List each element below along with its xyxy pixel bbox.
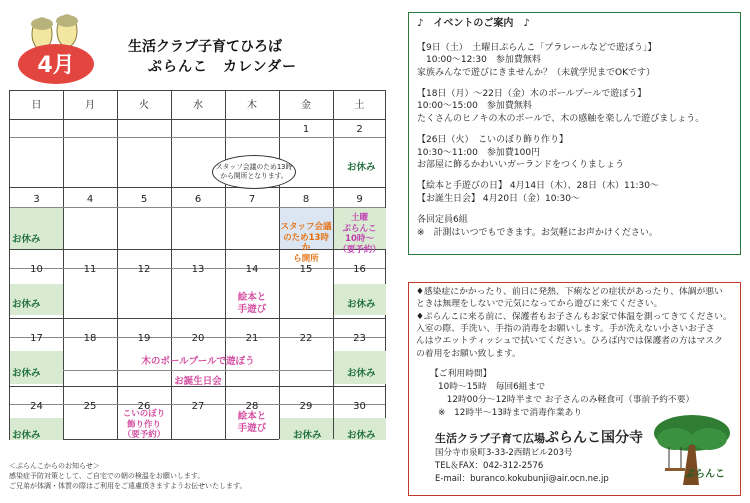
ehon-event: 絵本と 手遊び: [237, 411, 267, 434]
event-line: 【26日（火） こいのぼり飾り作り】: [417, 135, 568, 146]
tree-logo-label: ぷらんこ: [685, 469, 725, 480]
date-20: 20: [191, 333, 205, 344]
date-21: 21: [245, 333, 259, 344]
event-line: ※ 計測はいつでもできます。お気軽にお声かけください。: [417, 227, 658, 238]
page-subtitle: ぷらんこ カレンダー: [148, 59, 298, 75]
event-line: 10:00～15:00 参加費無料: [417, 101, 532, 112]
closed-label: お休み: [347, 430, 376, 441]
date-26: 26: [137, 401, 151, 412]
date-11: 11: [83, 264, 97, 275]
event-line: 各回定員6組: [417, 215, 468, 226]
closed-label: お休み: [347, 299, 376, 310]
event-box-title: ♪ イベントのご案内 ♪: [417, 18, 530, 29]
date-9: 9: [356, 194, 363, 205]
date-28: 28: [245, 401, 259, 412]
event-line: 10:30～11:00 参加費100円: [417, 147, 541, 158]
closed-label: お休み: [12, 234, 41, 245]
date-1: 1: [302, 124, 310, 135]
date-14: 14: [245, 264, 259, 275]
date-2: 2: [356, 124, 363, 135]
date-17: 17: [30, 333, 43, 344]
hours-title: 【ご利用時間】: [430, 368, 492, 379]
closed-label: お休み: [293, 430, 322, 441]
info-line: 入室の際、手洗い、手指の消毒をお願いします。手が洗えない小さいお子さ: [416, 323, 715, 334]
date-15: 15: [299, 264, 313, 275]
date-5: 5: [140, 194, 148, 205]
hours-line: 10時～15時 毎回6組まで: [438, 382, 546, 393]
date-24: 24: [30, 401, 43, 412]
closed-label: お休み: [12, 299, 41, 310]
weekday-tue: 火: [139, 100, 149, 111]
event-line: 家族みんなで遊びにきませんか？（未就学児までOKです）: [417, 67, 655, 78]
info-line: ときは無理をしないで元気になってから遊びに来てください。: [416, 299, 663, 310]
date-29: 29: [299, 401, 313, 412]
month-badge-text: 4月: [37, 53, 75, 78]
weekday-wed: 水: [193, 100, 203, 111]
info-line: ♦ぷらんこに来る前に、保護者もお子さんもお家で体温を測ってきてください。: [416, 311, 732, 322]
closed-label: お休み: [12, 430, 41, 441]
date-18: 18: [83, 333, 97, 344]
page-title: 生活クラブ子育てひろば: [128, 39, 282, 55]
birthday-event: お誕生日会: [174, 376, 222, 387]
date-10: 10: [30, 264, 43, 275]
event-line: 【9日（土） 土曜日ぷらんこ「プラレールなどで遊ぼう」】: [417, 42, 657, 53]
date-19: 19: [137, 333, 151, 344]
weekday-sun: 日: [31, 100, 42, 111]
ehon-event: 絵本と 手遊び: [237, 292, 267, 315]
staff-meeting-note: スタッフ会議 のため13時か ら開所: [280, 222, 332, 264]
notice-footnote: ＜ぷらんこからのお知らせ＞ 感染症予防対策として、ご自宅での朝の検温をお願いします。 ご兄弟が体調・体質の際はご利用をご遠慮頂きますようお伝せいたします。: [9, 462, 247, 491]
weekday-thu: 木: [247, 100, 257, 111]
date-23: 23: [353, 333, 366, 344]
date-3: 3: [33, 194, 40, 205]
date-27: 27: [191, 401, 205, 412]
date-7: 7: [248, 194, 256, 205]
hours-line: ※ 12時半～13時まで消毒作業あり: [438, 408, 583, 419]
event-line: 【お誕生日会】 4月20日（金）10:30～: [417, 193, 580, 204]
event-line: お部屋に飾るかわいいガーランドをつくりましょう: [417, 160, 625, 171]
month-badge-logo: [12, 4, 102, 88]
date-30: 30: [353, 401, 366, 412]
event-line: 10:00～12:30 参加費無料: [417, 55, 541, 66]
date-4: 4: [86, 194, 94, 205]
contact-address: 国分寺市泉町3-33-2西睛ビル203号 TEL＆FAX：042-312-2576 E-mail：buranco.kokubunji@air.ocn.ne.jp: [435, 448, 609, 484]
date-8: 8: [302, 194, 310, 205]
info-line: んはウエットティッシュで拭いてください。ひろば内では保護者の方はマスク: [416, 336, 723, 347]
weekday-mon: 月: [85, 100, 95, 111]
weekday-fri: 金: [301, 100, 311, 111]
event-info-box: [408, 12, 741, 255]
date-13: 13: [191, 264, 205, 275]
koinobori-event: こいのぼり 飾り作り （要予約）: [122, 409, 166, 441]
closed-label: お休み: [347, 368, 376, 379]
date-25: 25: [83, 401, 97, 412]
event-line: 【18日（月）～22日（金）木のボールプールで遊ぼう】: [417, 89, 647, 100]
hours-line: 12時00分～12時半まで お子さんのみ軽食可（事前予約不要）: [438, 395, 695, 406]
info-line: の着用をお願い致します。: [416, 348, 521, 359]
tree-logo: [649, 411, 735, 491]
event-line: 【絵本と手遊びの日】 4月14日（木）、28日（木）11:30～: [417, 181, 659, 192]
pool-event: 木のボールプールで遊ぼう: [141, 356, 255, 367]
facility-info-box: [408, 282, 741, 496]
weekday-sat: 土: [354, 100, 365, 111]
info-line: ♦感染症にかかったり、前日に発熱、下痢などの症状があったり、体調が悪い: [416, 287, 723, 297]
calendar-grid: [9, 90, 386, 440]
closed-label: お休み: [12, 368, 41, 379]
event-line: たくさんのヒノキの木のボールで、木の感触を楽しんで遊びましょう。: [417, 113, 705, 124]
closed-label: お休み: [347, 162, 376, 173]
date-12: 12: [137, 264, 151, 275]
staff-meeting-callout: スタッフ会議のため13時から開所となります。: [212, 155, 296, 189]
date-6: 6: [194, 194, 202, 205]
date-16: 16: [353, 264, 366, 275]
organization-name: 生活クラブ子育て広場ぷらんこ国分寺: [435, 430, 643, 446]
date-22: 22: [299, 333, 313, 344]
saturday-event-note: 土曜 ぷらんこ 10時～ （要予約）: [338, 213, 381, 255]
